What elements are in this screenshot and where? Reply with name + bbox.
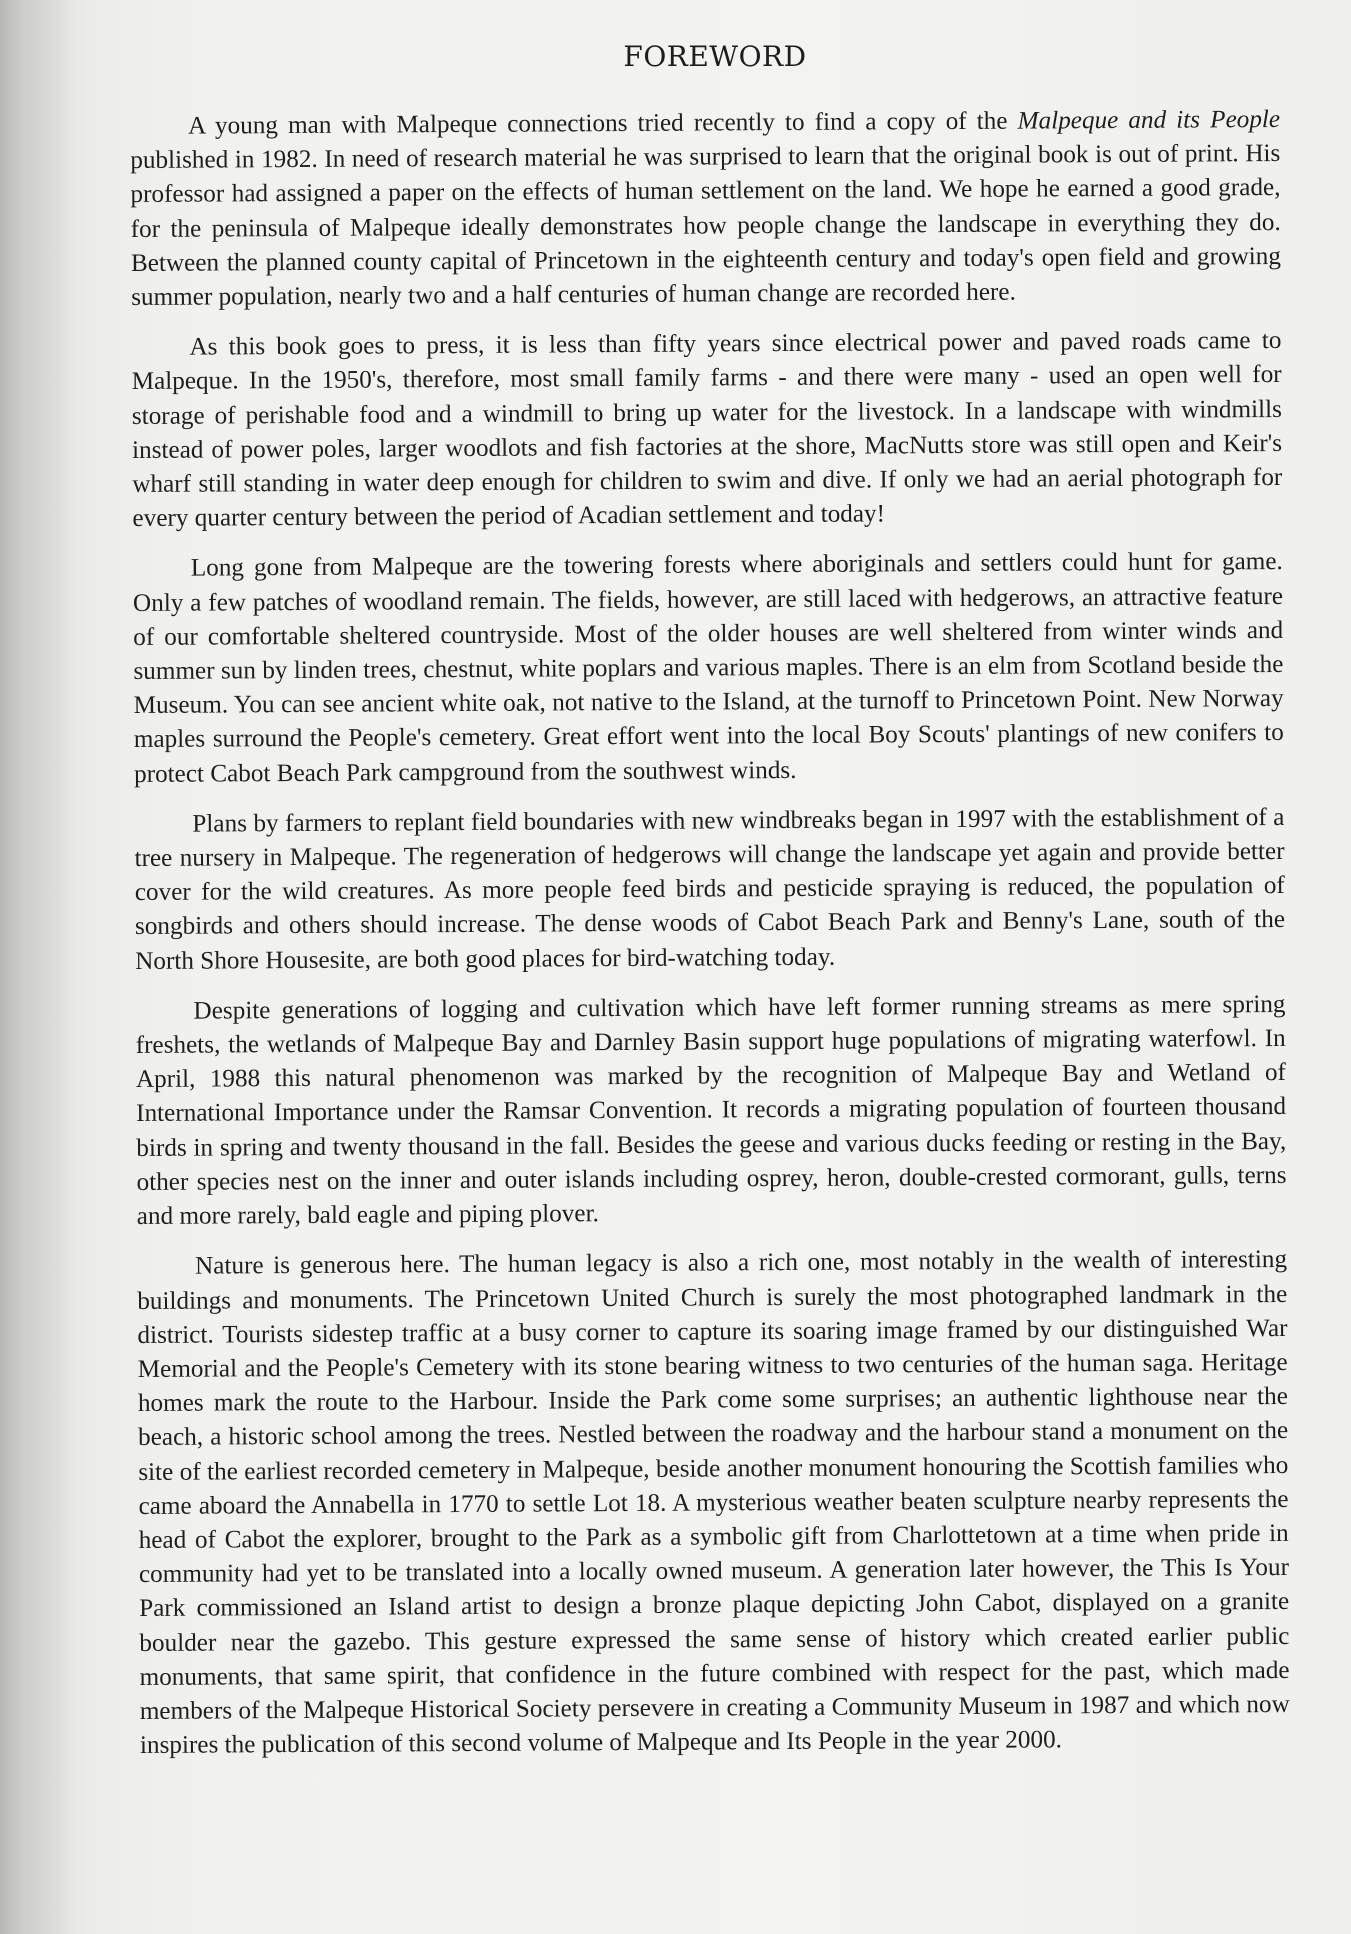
paragraph-6: Nature is generous here. The human legacy is also a rich one, most notably in the wealth of interesting buildings and monuments. The Princetown United Church is surely the most photographed landmark in the district. Tourists sidestep traffic at a busy corner to capture its soaring image framed by our distinguished War Memorial and the People's Cemetery with its stone bearing witness to two centuries of the human saga. Heritage homes mark the route to the Harbour. Inside the Park come some surprises; an authentic lighthouse near the beach, a historic school among the trees. Nestled between the roadway and the harbour stand a monument on the site of the earliest recorded cemetery in Malpeque, beside another monument honouring the Scottish families who came aboard the Annabella in 1770 to settle Lot 18. A mysterious weather beaten sculpture nearby represents the head of Cabot the explorer, brought to the Park as a symbolic gift from Charlottetown at a time when pride in community had yet to be translated into a locally owned museum. A generation later however, the This Is Your Park commissioned an Island artist to design a bronze plaque depicting John Cabot, displayed on a granite boulder near the gazebo. This gesture expressed the same sense of history which created earlier public monuments, that same spirit, that confidence in the future combined with respect for the past, which made members of the Malpeque Historical Society persevere in creating a Community Museum in 1987 and which now inspires the publication of this second volume of Malpeque and Its People in the year 2000.: [137, 1246, 1290, 1760]
book-gutter-shadow: [0, 0, 70, 1934]
paragraph-4: Plans by farmers to replant field boundaries with new windbreaks began in 1997 with the establishment of a tree nursery in Malpeque. The regeneration of hedgerows will change the landscape yet again and provide better cover for the wild creatures. As more people feed birds and pesticide spraying is reduced, the population of songbirds and others should increase. The dense woods of Cabot Beach Park and Benny's Lane, south of the North Shore Housesite, are both good places for bird-watching today.: [134, 803, 1286, 975]
paragraph-1-text-start: A young man with Malpeque connections tried recently to find a copy of the: [188, 107, 1018, 140]
paragraph-1-text-end: published in 1982. In need of research material he was surprised to learn that the original book is out of print. His professor had assigned a paper on the effects of human settlement on the land. We hope he earned a good grade, for the peninsula of Malpeque ideally demonstrates how people change the landscape in everything they do. Between the planned county capital of Princetown in the eighteenth century and today's open field and growing summer population, nearly two and a half centuries of human change are recorded here.: [130, 140, 1281, 312]
book-title-italic: Malpeque and its People: [1017, 105, 1281, 135]
paragraph-3: Long gone from Malpeque are the towering forests where aboriginals and settlers could hunt for game. Only a few patches of woodland remain. The fields, however, are still laced with hedgerows, an attractive feature of our comfortable sheltered countryside. Most of the older houses are well sheltered from winter winds and summer sun by linden trees, chestnut, white poplars and various maples. There is an elm from Scotland beside the Museum. You can see ancient white oak, not native to the Island, at the turnoff to Princetown Point. New Norway maples surround the People's cemetery. Great effort went into the local Boy Scouts' plantings of new conifers to protect Cabot Beach Park campground from the southwest winds.: [132, 548, 1284, 788]
page-title: FOREWORD: [623, 40, 807, 73]
paragraph-2: As this book goes to press, it is less than fifty years since electrical power and paved roads came to Malpeque. In the 1950's, therefore, most small family farms - and there were many - used an open well for storage of perishable food and a windmill to bring up water for the livestock. In a landscape with windmills instead of power poles, larger woodlots and fish factories at the shore, MacNutts store was still open and Keir's wharf still standing in water deep enough for children to swim and dive. If only we had an aerial photograph for every quarter century between the period of Acadian settlement and today!: [131, 327, 1283, 533]
foreword-body: [130, 103, 1290, 1779]
paragraph-1: [130, 103, 1281, 315]
paragraph-5: Despite generations of logging and cultivation which have left former running streams as mere spring freshets, the wetlands of Malpeque Bay and Darnley Basin support huge populations of migrating waterfowl. In April, 1988 this natural phenomenon was marked by the recognition of Malpeque Bay and Wetland of International Importance under the Ramsar Convention. It records a migrating population of fourteen thousand birds in spring and twenty thousand in the fall. Besides the geese and various ducks feeding or resting in the Bay, other species nest on the inner and outer islands including osprey, heron, double-crested cormorant, gulls, terns and more rarely, bald eagle and piping plover.: [135, 990, 1287, 1231]
